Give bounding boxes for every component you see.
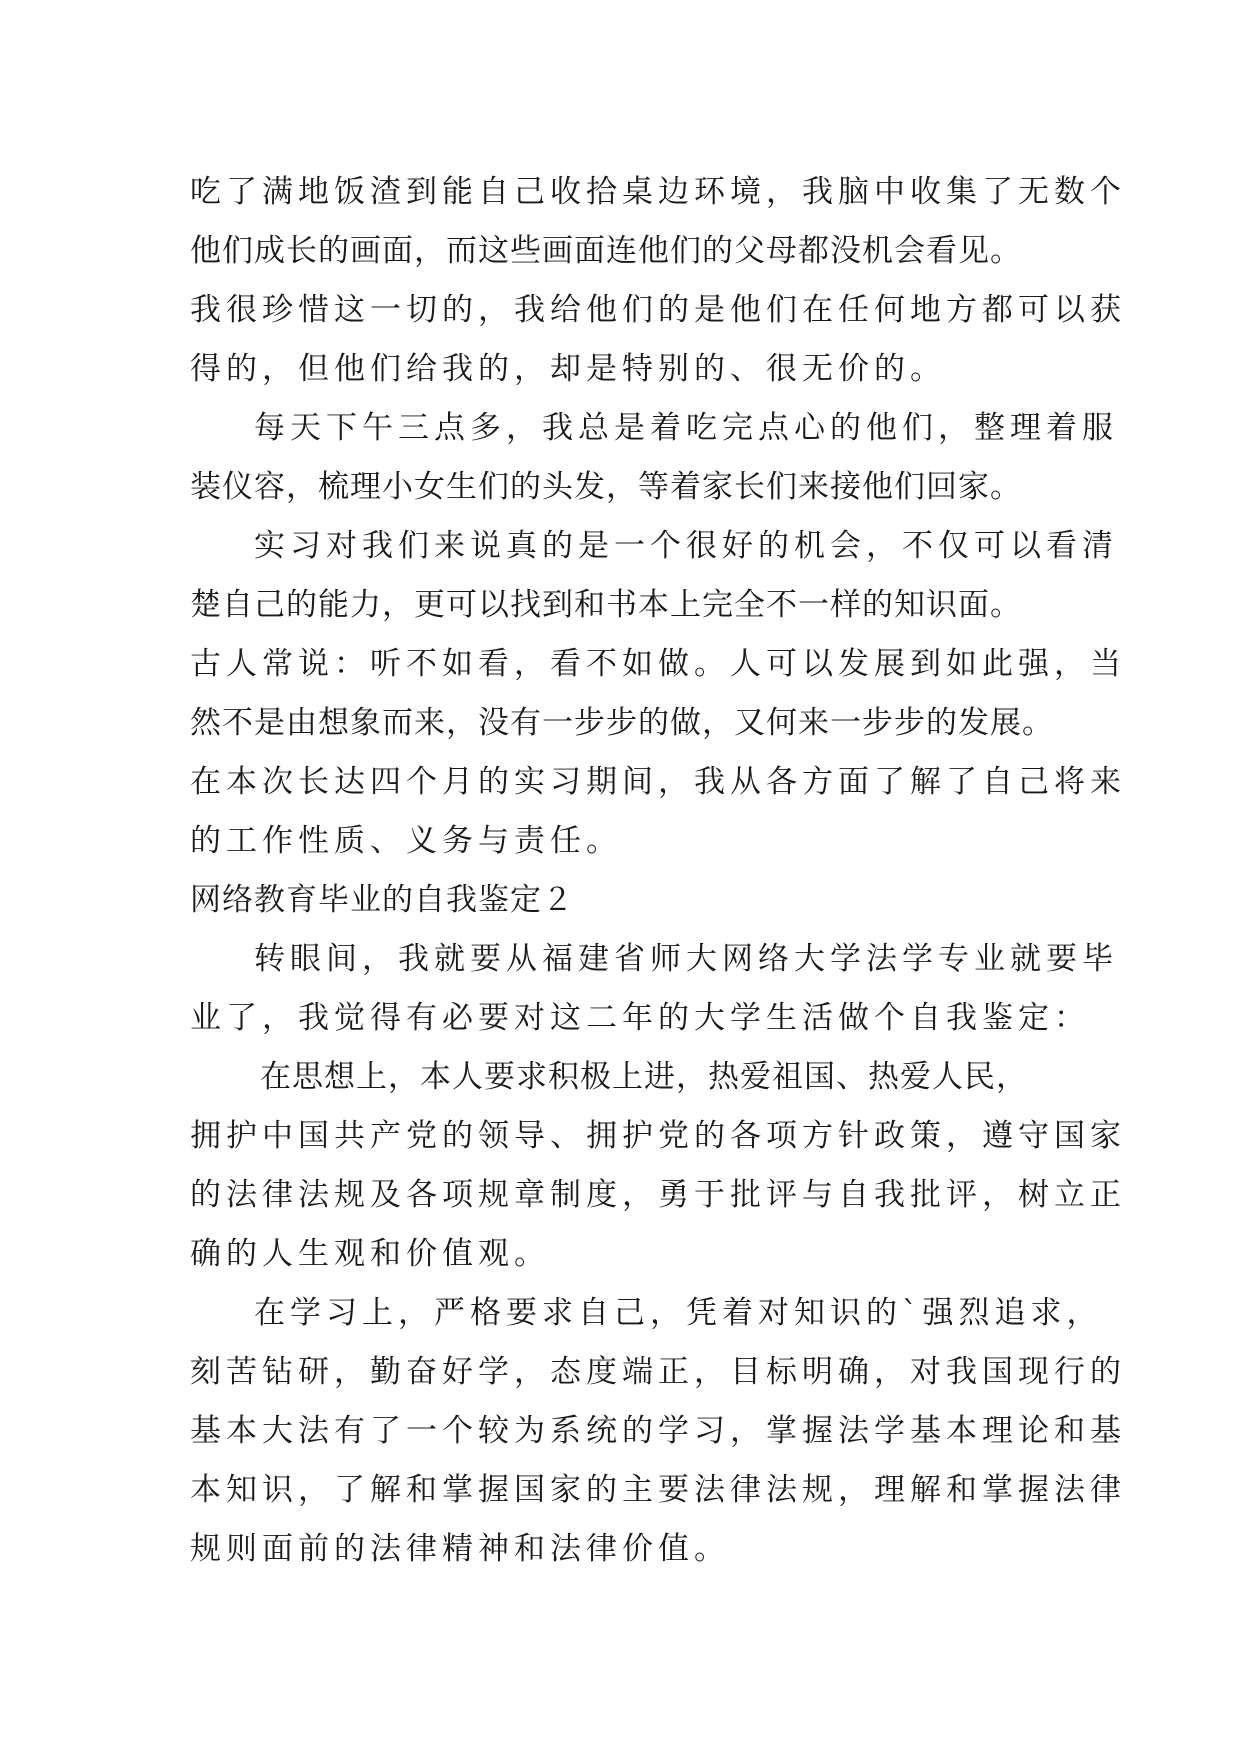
text-line: 转眼间，我就要从福建省师大网络大学法学专业就要毕 <box>254 941 1118 977</box>
text-line: 在本次长达四个月的实习期间，我从各方面了解了自己将来 <box>190 764 1126 800</box>
text-line: 拥护中国共产党的领导、拥护党的各项方针政策，遵守国家 <box>190 1118 1126 1154</box>
text-line: 确的人生观和价值观。 <box>190 1236 550 1272</box>
text-line: 的法律法规及各项规章制度，勇于批评与自我批评，树立正 <box>190 1177 1126 1213</box>
text-line: 吃了满地饭渣到能自己收拾桌边环境，我脑中收集了无数个 <box>190 174 1126 210</box>
text-line: 得的，但他们给我的，却是特别的、很无价的。 <box>190 351 946 387</box>
text-line: 楚自己的能力，更可以找到和书本上完全不一样的知识面。 <box>190 587 1022 623</box>
text-line: 规则面前的法律精神和法律价值。 <box>190 1531 730 1567</box>
text-line: 的工作性质、义务与责任。 <box>190 823 622 859</box>
section-heading: 网络教育毕业的自我鉴定２ <box>190 882 574 918</box>
text-line: 在学习上，严格要求自己，凭着对知识的`强烈追求， <box>254 1295 1103 1331</box>
document-body <box>190 163 1126 1579</box>
text-line: 每天下午三点多，我总是着吃完点心的他们，整理着服 <box>254 410 1118 446</box>
text-line: 他们成长的画面，而这些画面连他们的父母都没机会看见。 <box>190 233 1022 269</box>
text-line: 我很珍惜这一切的，我给他们的是他们在任何地方都可以获 <box>190 292 1126 328</box>
text-line: 业了，我觉得有必要对这二年的大学生活做个自我鉴定： <box>190 1000 1090 1036</box>
text-line: 实习对我们来说真的是一个很好的机会，不仅可以看清 <box>254 528 1118 564</box>
text-line: 在思想上，本人要求积极上进，热爱祖国、热爱人民， <box>260 1059 1028 1095</box>
text-line: 刻苦钻研，勤奋好学，态度端正，目标明确，对我国现行的 <box>190 1354 1126 1390</box>
text-line: 基本大法有了一个较为系统的学习，掌握法学基本理论和基 <box>190 1413 1126 1449</box>
text-line: 古人常说：听不如看，看不如做。人可以发展到如此强，当 <box>190 646 1126 682</box>
text-line: 然不是由想象而来，没有一步步的做，又何来一步步的发展。 <box>190 705 1054 741</box>
text-line: 本知识，了解和掌握国家的主要法律法规，理解和掌握法律 <box>190 1472 1126 1508</box>
text-line: 装仪容，梳理小女生们的头发，等着家长们来接他们回家。 <box>190 469 1022 505</box>
